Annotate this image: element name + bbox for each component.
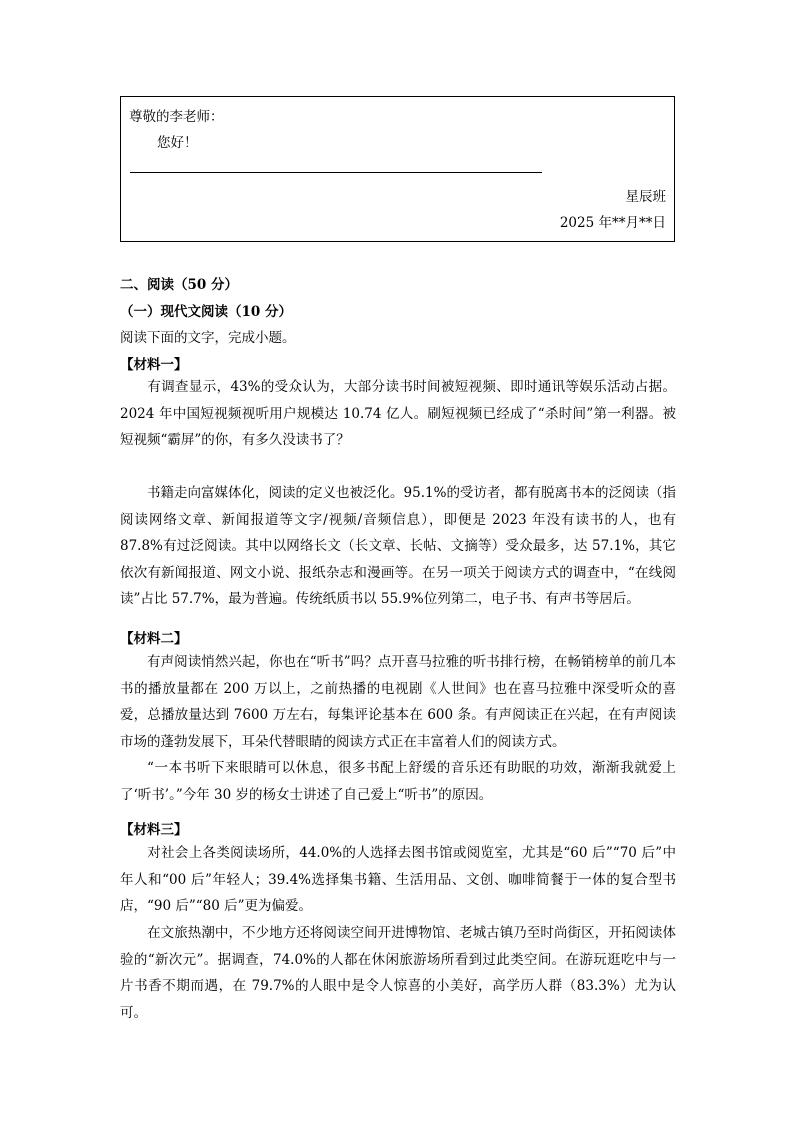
material-3-paragraph-2	[120, 920, 676, 1026]
material-2-paragraph-2	[120, 755, 676, 808]
writing-line	[130, 172, 542, 173]
letter-signature: 星辰班	[625, 189, 666, 205]
letter-greeting: 尊敬的李老师：	[129, 109, 224, 125]
material-2-paragraph-1	[120, 649, 676, 755]
section-subtitle: （一）现代文阅读（10 分）	[120, 304, 292, 320]
paragraph-text: 在文旅热潮中，不少地方还将阅读空间开进博物馆、老城古镇乃至时尚街区，开拓阅读体验的“新次元”。据调查，74.0%的人都在休闲旅游场所看到过此类空间。在游玩逛吃中与一片书香不期而遇，在 79.7%的人眼中是令人惊喜的小美好，高学历人群（83.3%）尤为认可。	[120, 925, 676, 1021]
material-3-heading: 【材料三】	[120, 822, 188, 838]
paragraph-text: “一本书听下来眼睛可以休息，很多书配上舒缓的音乐还有助眠的功效，渐渐我就爱上了‘听书’。”今年 30 岁的杨女士讲述了自己爱上“听书”的原因。	[120, 760, 676, 803]
paragraph-text: 有声阅读悄然兴起，你也在“听书”吗？点开喜马拉雅的听书排行榜，在畅销榜单的前几本书的播放量都在 200 万以上，之前热播的电视剧《人世间》也在喜马拉雅中深受听众的喜爱，总播放量达到 7600 万左右，每集评论基本在 600 条。有声阅读正在兴起，在有声阅读市场的蓬勃发展下，耳朵代替眼睛的阅读方式正在丰富着人们的阅读方式。	[120, 654, 676, 750]
letter-date: 2025 年**月**日	[559, 215, 666, 231]
section-title: 二、阅读（50 分）	[120, 277, 238, 293]
paragraph-text: 对社会上各类阅读场所，44.0%的人选择去图书馆或阅览室，尤其是“60 后”“70 后”中年人和“00 后”年轻人；39.4%选择集书籍、生活用品、文创、咖啡简餐于一体的复合型书店，“90 后”“80 后”更为偏爱。	[120, 845, 676, 914]
paragraph-text: 书籍走向富媒体化，阅读的定义也被泛化。95.1%的受访者，都有脱离书本的泛阅读（指阅读网络文章、新闻报道等文字/视频/音频信息），即便是 2023 年没有读书的人，也有 87.8%有过泛阅读。其中以网络长文（长文章、长帖、文摘等）受众最多，达 57.1%，其它依次有新闻报道、网文小说、报纸杂志和漫画等。在另一项关于阅读方式的调查中，“在线阅读”占比 57.7%，最为普遍。传统纸质书以 55.9%位列第二，电子书、有声书等居后。	[120, 485, 676, 607]
letter-hello: 您好！	[157, 135, 198, 151]
letter-box	[120, 96, 675, 242]
material-2-heading: 【材料二】	[120, 631, 188, 647]
section-instruction: 阅读下面的文字，完成小题。	[120, 330, 296, 346]
paragraph-text: 有调查显示，43%的受众认为，大部分读书时间被短视频、即时通讯等娱乐活动占据。2024 年中国短视频视听用户规模达 10.74 亿人。刷短视频已经成了“杀时间”第一利器。被短视频“霸屏”的你，有多久没读书了？	[120, 379, 676, 448]
material-1-heading: 【材料一】	[120, 357, 188, 373]
material-3-paragraph-1	[120, 840, 676, 920]
material-1-paragraph-1	[120, 374, 676, 454]
material-1-paragraph-2	[120, 480, 676, 613]
